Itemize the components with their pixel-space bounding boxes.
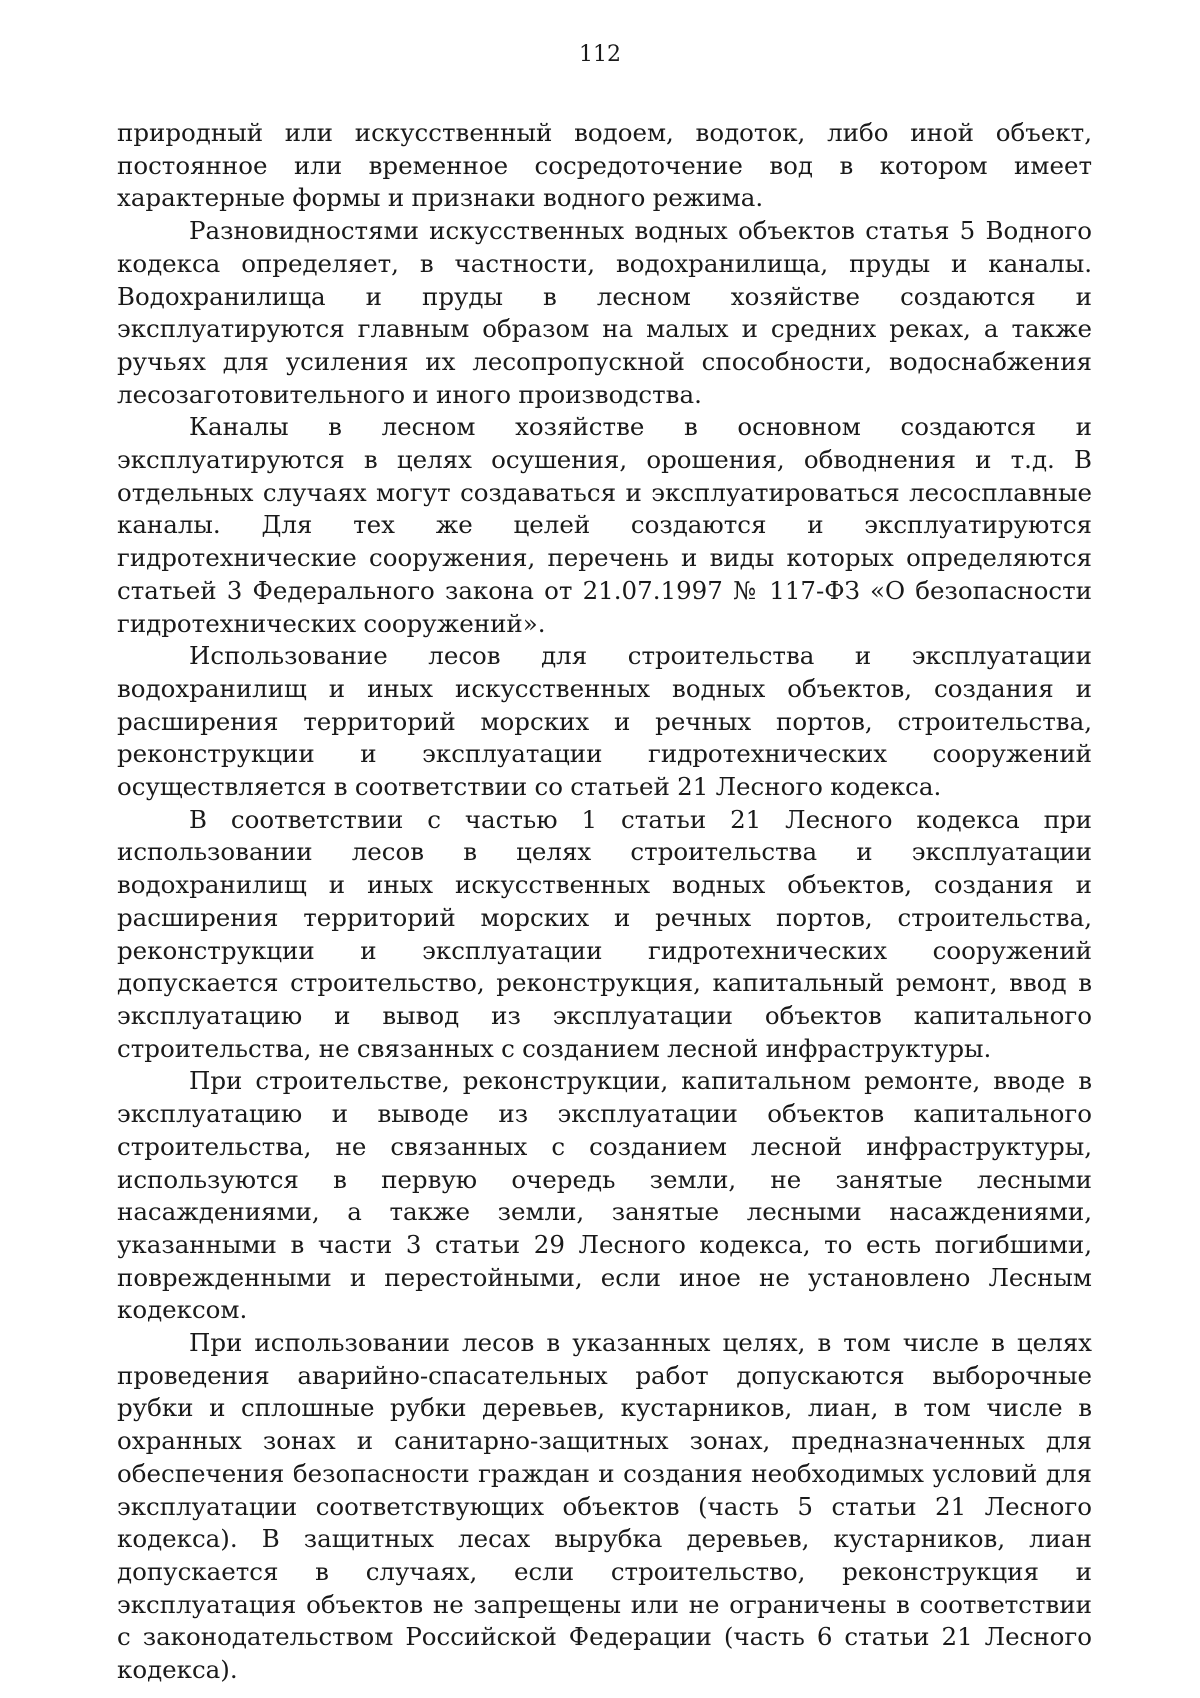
paragraph: При строительстве, реконструкции, капитальном ремонте, вводе в эксплуатацию и выводе из эксплуатации объектов капитального строительства, не связанных с созданием лесной инфраструктуры, используются в первую очередь земли, не занятые лесными насаждениями, а также земли, занятые лесными насаждениями, указанными в части 3 статьи 29 Лесного кодекса, то есть погибшими, поврежденными и перестойными, если иное не установлено Лесным кодексом. — [117, 1066, 1092, 1325]
body-text — [117, 117, 1092, 1687]
paragraph: В соответствии с частью 1 статьи 21 Лесного кодекса при использовании лесов в целях строительства и эксплуатации водохранилищ и иных искусственных водных объектов, создания и расширения территорий морских и речных портов, строительства, реконструкции и эксплуатации гидротехнических сооружений допускается строительство, реконструкция, капитальный ремонт, ввод в эксплуатацию и вывод из эксплуатации объектов капитального строительства, не связанных с созданием лесной инфраструктуры. — [117, 804, 1092, 1063]
paragraph: Каналы в лесном хозяйстве в основном создаются и эксплуатируются в целях осушения, орошения, обводнения и т.д. В отдельных случаях могут создаваться и эксплуатироваться лесосплавные каналы. Для тех же целей создаются и эксплуатируются гидротехнические сооружения, перечень и виды которых определяются статьей 3 Федерального закона от 21.07.1997 № 117-ФЗ «О безопасности гидротехнических сооружений». — [117, 412, 1092, 638]
paragraph: Использование лесов для строительства и эксплуатации водохранилищ и иных искусственных водных объектов, создания и расширения территорий морских и речных портов, строительства, реконструкции и эксплуатации гидротехнических сооружений осуществляется в соответствии со статьей 21 Лесного кодекса. — [117, 641, 1092, 802]
page-number: 112 — [579, 42, 621, 67]
paragraph-continuation: природный или искусственный водоем, водоток, либо иной объект, постоянное или временное сосредоточение вод в котором имеет характерные формы и признаки водного режима. — [117, 118, 1092, 213]
paragraph: Разновидностями искусственных водных объектов статья 5 Водного кодекса определяет, в частности, водохранилища, пруды и каналы. Водохранилища и пруды в лесном хозяйстве создаются и эксплуатируются главным образом на малых и средних реках, а также ручьях для усиления их лесопропускной способности, водоснабжения лесозаготовительного и иного производства. — [117, 216, 1092, 409]
paragraph: При использовании лесов в указанных целях, в том числе в целях проведения аварийно-спасательных работ допускаются выборочные рубки и сплошные рубки деревьев, кустарников, лиан, в том числе в охранных зонах и санитарно-защитных зонах, предназначенных для обеспечения безопасности граждан и создания необходимых условий для эксплуатации соответствующих объектов (часть 5 статьи 21 Лесного кодекса). В защитных лесах вырубка деревьев, кустарников, лиан допускается в случаях, если строительство, реконструкция и эксплуатация объектов не запрещены или не ограничены в соответствии с законодательством Российской Федерации (часть 6 статьи 21 Лесного кодекса). — [117, 1328, 1092, 1685]
